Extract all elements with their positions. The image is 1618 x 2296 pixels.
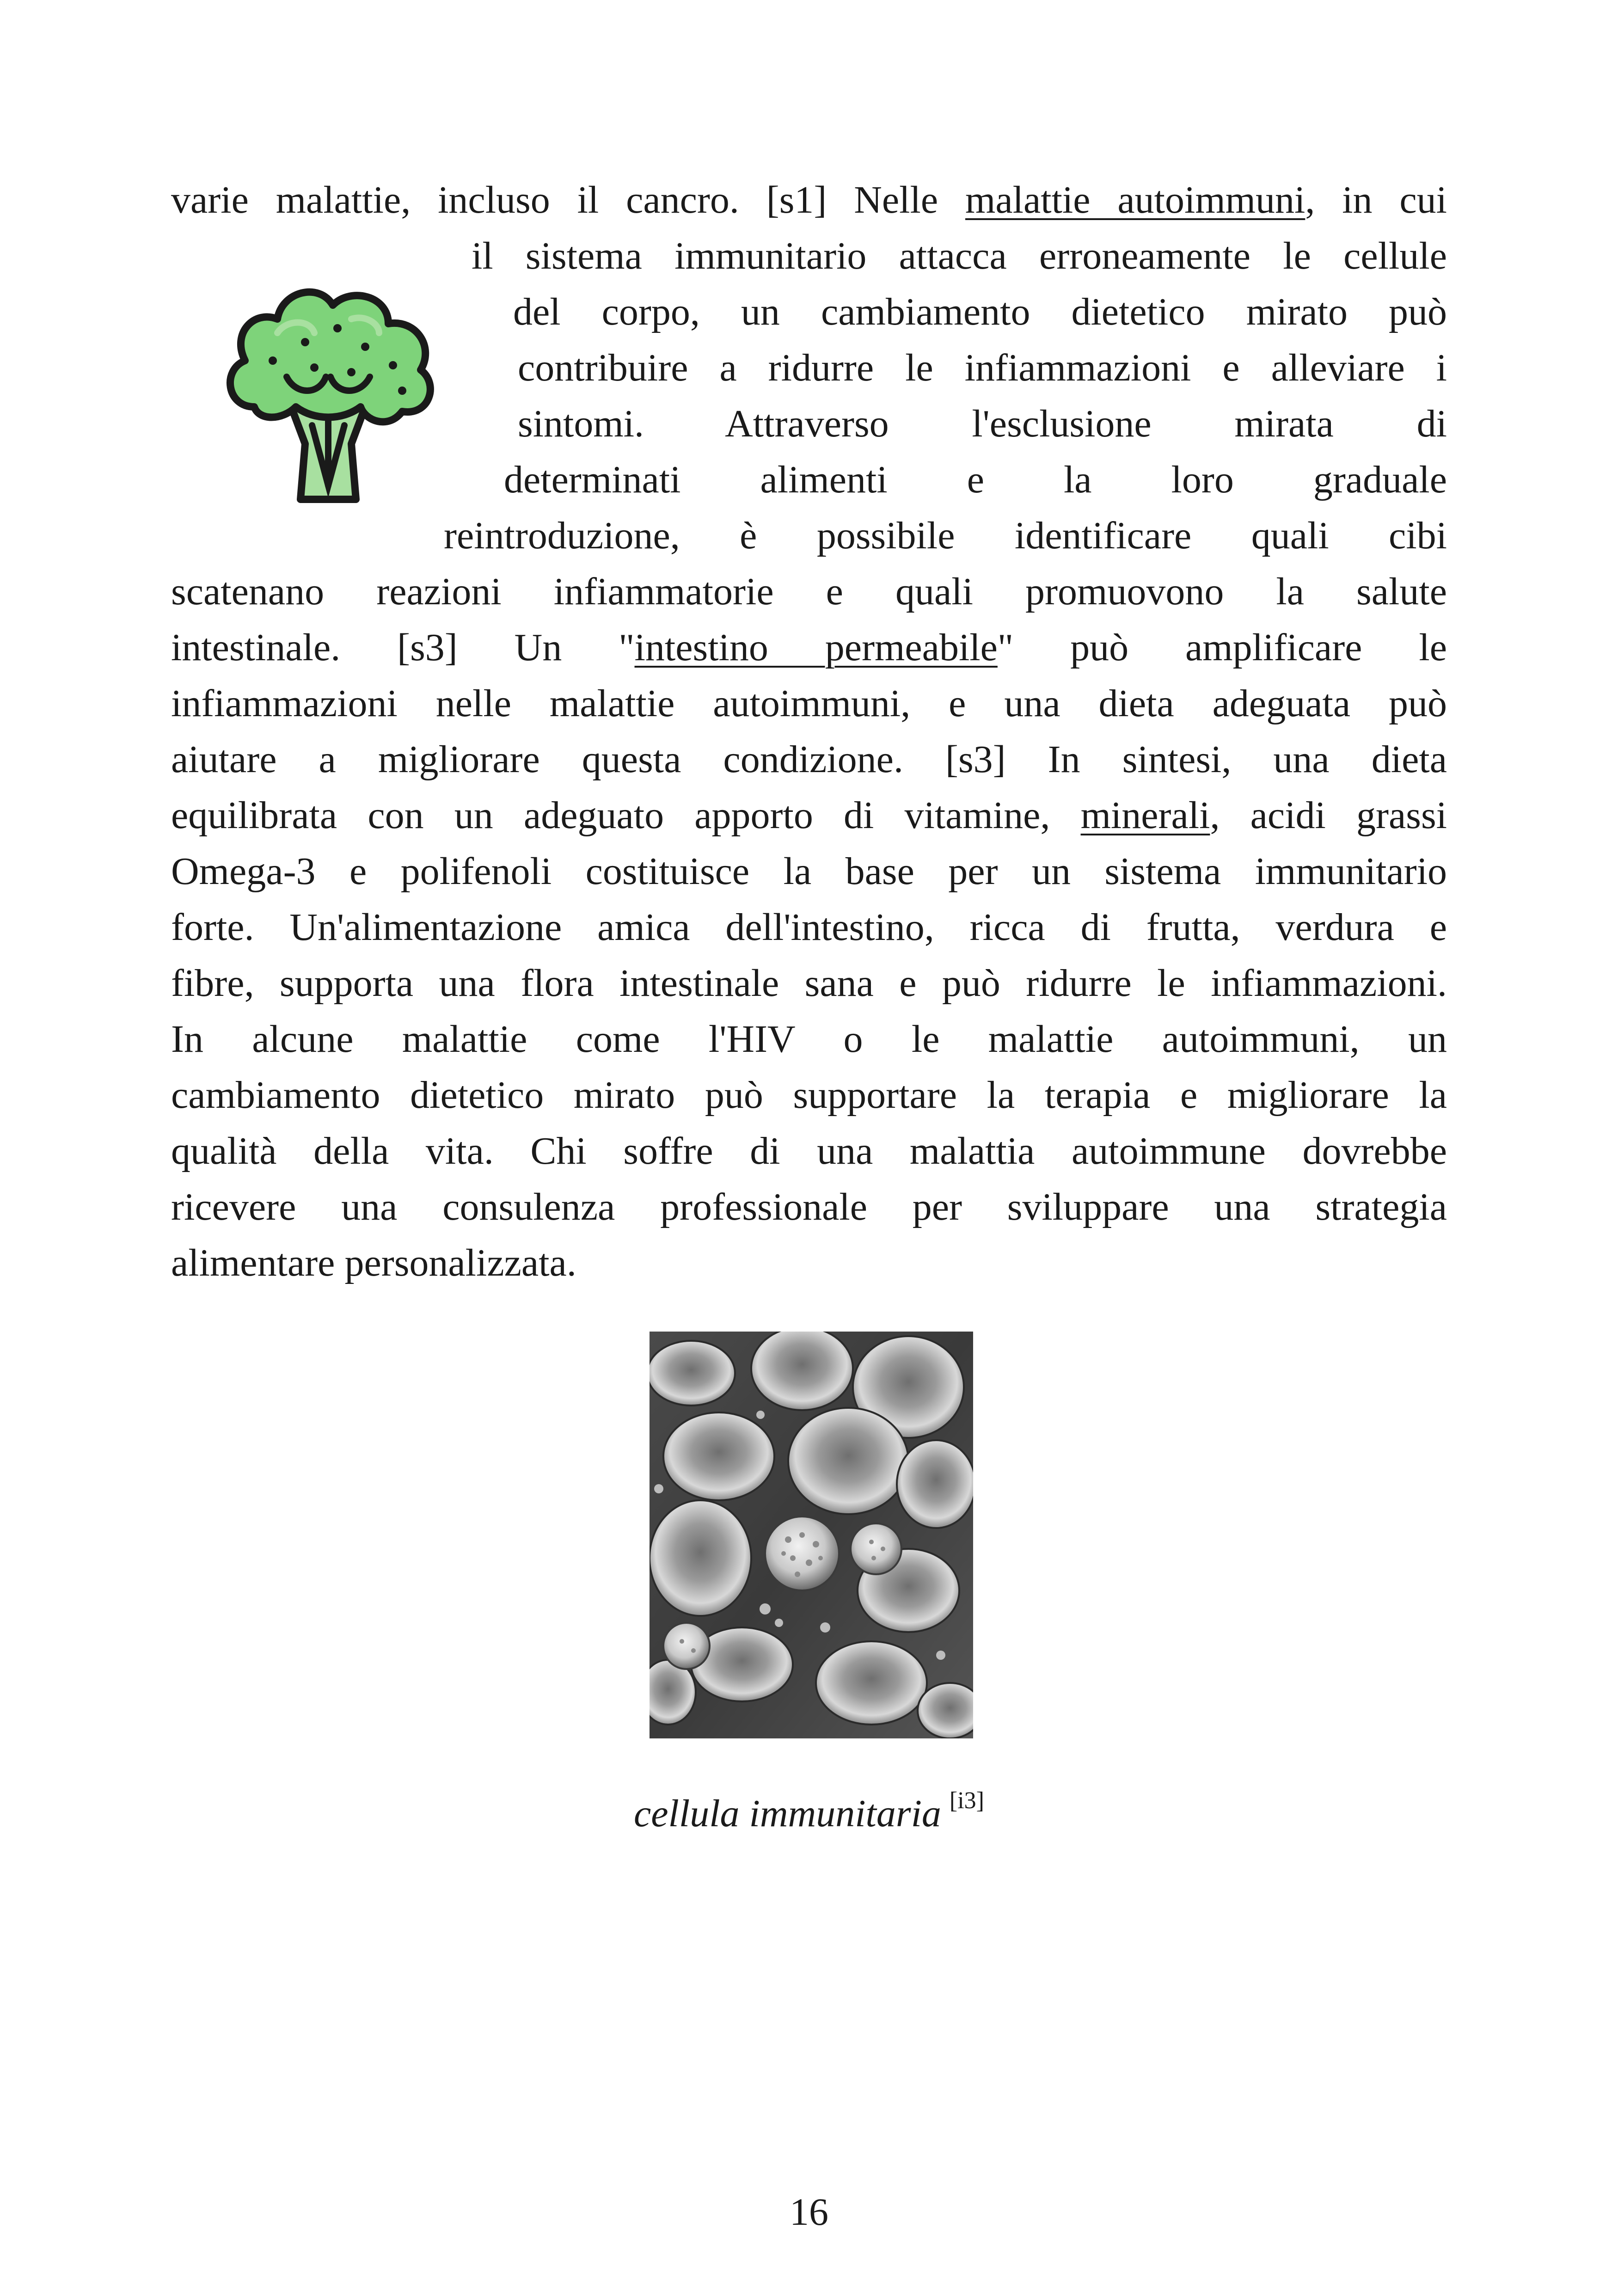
page-number: 16 [790, 2191, 828, 2234]
text-line [171, 1235, 1447, 1291]
text-run: Omega-3 e polifenoli costituisce la base per un sistema immunitario [171, 850, 1447, 893]
text-line [171, 452, 1447, 508]
text-run: determinati alimenti e la loro graduale [504, 458, 1447, 501]
text-line [171, 731, 1447, 787]
text-line [171, 1123, 1447, 1179]
text-run: In alcune malattie come l'HIV o le malattie autoimmuni, un [171, 1018, 1447, 1061]
text-line [171, 564, 1447, 620]
text-run: forte. Un'alimentazione amica dell'intestino, ricca di frutta, verdura e [171, 906, 1447, 949]
text-line [171, 508, 1447, 564]
caption-text: cellula immunitaria [633, 1792, 941, 1835]
text-line [171, 284, 1447, 340]
body-text [171, 172, 1447, 1291]
text-run: scatenano reazioni infiammatorie e quali promuovono la salute [171, 570, 1447, 613]
text-line [171, 620, 1447, 675]
text-line [171, 843, 1447, 899]
text-run: equilibrata con un adeguato apporto di vitamine, [171, 794, 1081, 837]
caption-reference: [i3] [949, 1787, 985, 1814]
text-line [171, 1011, 1447, 1067]
text-run: cambiamento dietetico mirato può supportare la terapia e migliorare la [171, 1074, 1447, 1117]
text-run: il sistema immunitario attacca erroneamente le cellule [472, 234, 1447, 277]
text-run: , in cui [1305, 178, 1447, 221]
text-line [171, 396, 1447, 452]
text-line [171, 1067, 1447, 1123]
text-run: infiammazioni nelle malattie autoimmuni, e una dieta adeguata può [171, 682, 1447, 725]
text-run: aiutare a migliorare questa condizione. [s3] In sintesi, una dieta [171, 738, 1447, 781]
text-line [171, 228, 1447, 284]
text-run: , acidi grassi [1210, 794, 1447, 837]
text-line [171, 899, 1447, 955]
underlined-term: minerali [1080, 794, 1210, 837]
text-line [171, 675, 1447, 731]
text-line [171, 340, 1447, 396]
text-run: ricevere una consulenza professionale per sviluppare una strategia [171, 1185, 1447, 1228]
underlined-term: malattie autoimmuni [965, 178, 1305, 221]
text-run: qualità della vita. Chi soffre di una malattia autoimmune dovrebbe [171, 1130, 1447, 1173]
text-run: reintroduzione, è possibile identificare quali cibi [444, 514, 1447, 557]
text-run: varie malattie, incluso il cancro. [s1] Nelle [171, 178, 965, 221]
text-run: intestinale. [s3] Un " [171, 626, 635, 669]
text-line [171, 172, 1447, 228]
text-run: fibre, supporta una flora intestinale sana e può ridurre le infiammazioni. [171, 962, 1447, 1005]
text-run: contribuire a ridurre le infiammazioni e alleviare i [518, 346, 1447, 389]
immune-cell-micrograph [650, 1332, 973, 1738]
underlined-term: intestino permeabile [634, 626, 998, 669]
text-run: alimentare personalizzata. [171, 1241, 576, 1284]
text-run: " può amplificare le [997, 626, 1447, 669]
figure-caption [0, 1782, 1618, 1837]
text-run: del corpo, un cambiamento dietetico mirato può [513, 290, 1447, 333]
text-line [171, 1179, 1447, 1235]
text-run: sintomi. Attraverso l'esclusione mirata di [518, 402, 1447, 445]
text-line [171, 955, 1447, 1011]
text-line [171, 787, 1447, 843]
